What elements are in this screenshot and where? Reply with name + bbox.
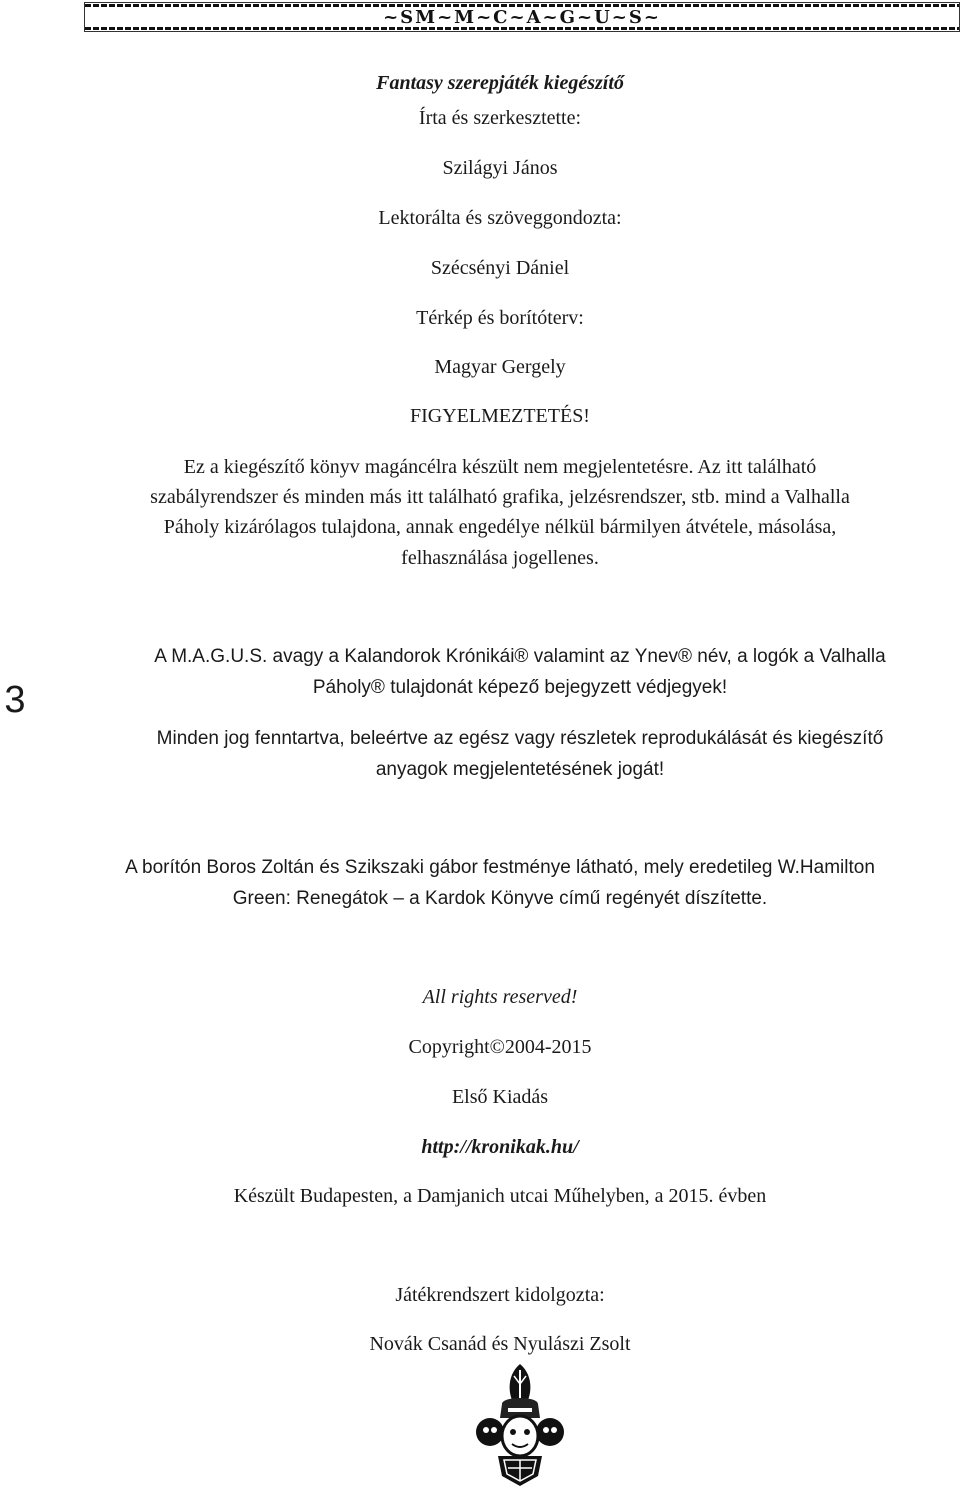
page-number: 3 (4, 679, 26, 721)
subtitle: Fantasy szerepjáték kiegészítő (376, 72, 624, 94)
cover-line-1: A borítón Boros Zoltán és Szikszaki gábor festménye látható, mely eredetileg W.Hamilton (125, 857, 875, 878)
map-label: Térkép és borítóterv: (416, 307, 584, 329)
edition: Első Kiadás (451, 1086, 549, 1108)
all-rights-reserved: All rights reserved! (422, 986, 578, 1008)
system-label: Játékrendszert kidolgozta: (395, 1284, 605, 1306)
website-link[interactable]: http://kronikak.hu/ (421, 1136, 579, 1158)
trademark-line-2: Páholy® tulajdonát képező bejegyzett védjegyek! (312, 677, 728, 698)
made-in: Készült Budapesten, a Damjanich utcai Műhelyben, a 2015. évben (233, 1185, 767, 1207)
header-ornament-banner (84, 2, 960, 32)
warning-line-3: Páholy kizárólagos tulajdona, annak engedélye nélkül bármilyen átvétele, másolása, (163, 516, 837, 538)
written-by-name: Szilágyi János (442, 157, 558, 179)
crest-emblem-icon (468, 1360, 572, 1488)
warning-line-4: felhasználása jogellenes. (401, 547, 599, 569)
map-name: Magyar Gergely (434, 356, 566, 378)
trademark-line-1: A M.A.G.U.S. avagy a Kalandorok Krónikái® valamint az Ynev® név, a logók a Valhalla (154, 646, 886, 667)
copyright: Copyright©2004-2015 (408, 1036, 592, 1058)
written-by-label: Írta és szerkesztette: (418, 107, 582, 129)
warning-title: FIGYELMEZTETÉS! (410, 405, 590, 427)
edited-name: Szécsényi Dániel (430, 257, 570, 279)
warning-line-1: Ez a kiegészítő könyv magáncélra készült nem megjelentetésre. Az itt található (183, 456, 817, 478)
rights-line-1: Minden jog fenntartva, beleértve az egész vagy részletek reprodukálását és kiegészítő (156, 728, 884, 749)
banner-rune-text: ~SM~M~C~A~G~U~S~ (383, 6, 661, 28)
edited-label: Lektorálta és szöveggondozta: (378, 207, 622, 229)
system-authors: Novák Csanád és Nyulászi Zsolt (369, 1333, 631, 1355)
rights-line-2: anyagok megjelentetésének jogát! (375, 759, 665, 780)
banner-bottom-border (85, 27, 959, 30)
warning-line-2: szabályrendszer és minden más itt található grafika, jelzésrendszer, stb. mind a Valhalla (150, 486, 850, 508)
cover-line-2: Green: Renegátok – a Kardok Könyve című regényét díszítette. (232, 888, 768, 909)
